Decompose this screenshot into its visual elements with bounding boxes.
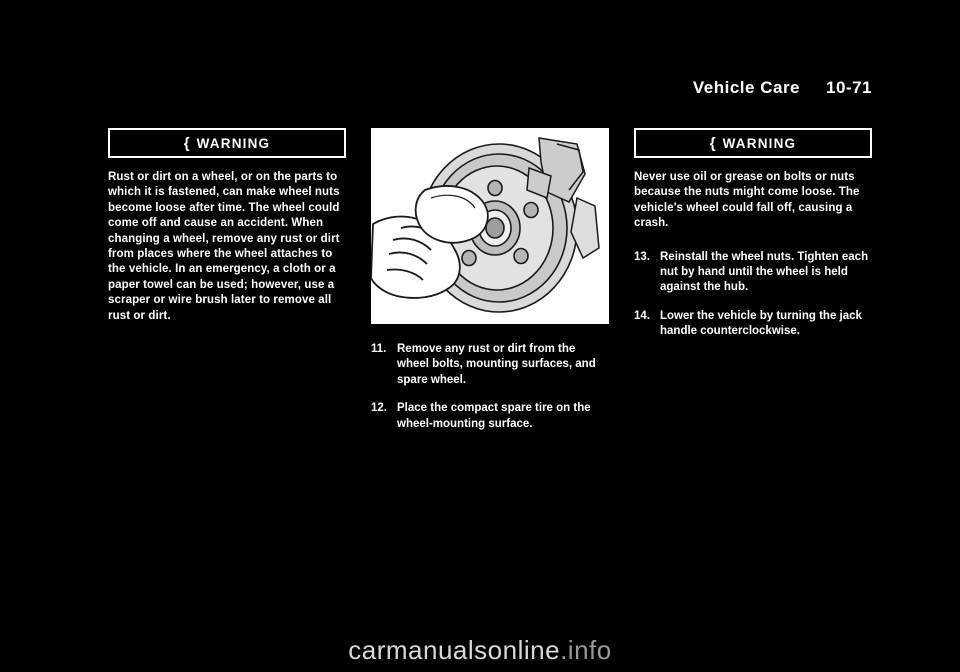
warning-header — [710, 136, 797, 151]
warning-box-right — [634, 128, 872, 158]
list-item — [634, 309, 872, 340]
step-number: 12. — [371, 402, 387, 415]
page-title: Vehicle Care — [692, 78, 801, 97]
watermark-main: carmanualsonline — [348, 635, 561, 665]
warning-text-left: Rust or dirt on a wheel, or on the parts to which it is fastened, can make wheel nuts become loose after time. The wheel could come off and cause an accident. When changing a wheel, remove any rust or dirt from places where the wheel attaches to the vehicle. In an emergency, a cloth or a paper towel can be used; however, use a scraper or wire brush later to remove all rust or dirt. — [108, 171, 340, 322]
steps-right — [634, 250, 872, 340]
step-text: Reinstall the wheel nuts. Tighten each nut by hand until the wheel is held against the hub. — [660, 250, 869, 294]
illustration-svg — [371, 128, 609, 324]
warning-label: WARNING — [722, 135, 797, 151]
warning-header — [184, 136, 271, 151]
warning-box-left — [108, 128, 346, 158]
warning-icon: { — [709, 134, 715, 152]
warning-text-right: Never use oil or grease on bolts or nuts because the nuts might come loose. The vehicle's wheel could fall off, causing a crash. — [634, 171, 860, 230]
steps-middle — [371, 342, 609, 432]
step-number: 14. — [634, 309, 650, 322]
step-text: Lower the vehicle by turning the jack handle counterclockwise. — [660, 309, 862, 338]
step-text: Remove any rust or dirt from the wheel bolts, mounting surfaces, and spare wheel. — [397, 343, 596, 386]
warning-label: WARNING — [196, 135, 271, 151]
list-item — [634, 250, 872, 296]
step-text: Place the compact spare tire on the wheel-mounting surface. — [397, 402, 591, 430]
warning-icon: { — [183, 134, 189, 152]
right-column — [634, 128, 872, 445]
step-number: 13. — [634, 250, 650, 263]
list-item — [371, 342, 609, 388]
page-header — [693, 78, 872, 98]
step-number: 11. — [371, 343, 387, 355]
page-number: 10-71 — [826, 78, 872, 97]
watermark-suffix: .info — [560, 635, 612, 665]
content-columns — [108, 128, 872, 445]
left-column — [108, 128, 346, 445]
footer-watermark — [0, 635, 960, 666]
wheel-hub-cleaning-illustration — [371, 128, 609, 324]
list-item — [371, 401, 609, 432]
middle-column — [371, 128, 609, 445]
